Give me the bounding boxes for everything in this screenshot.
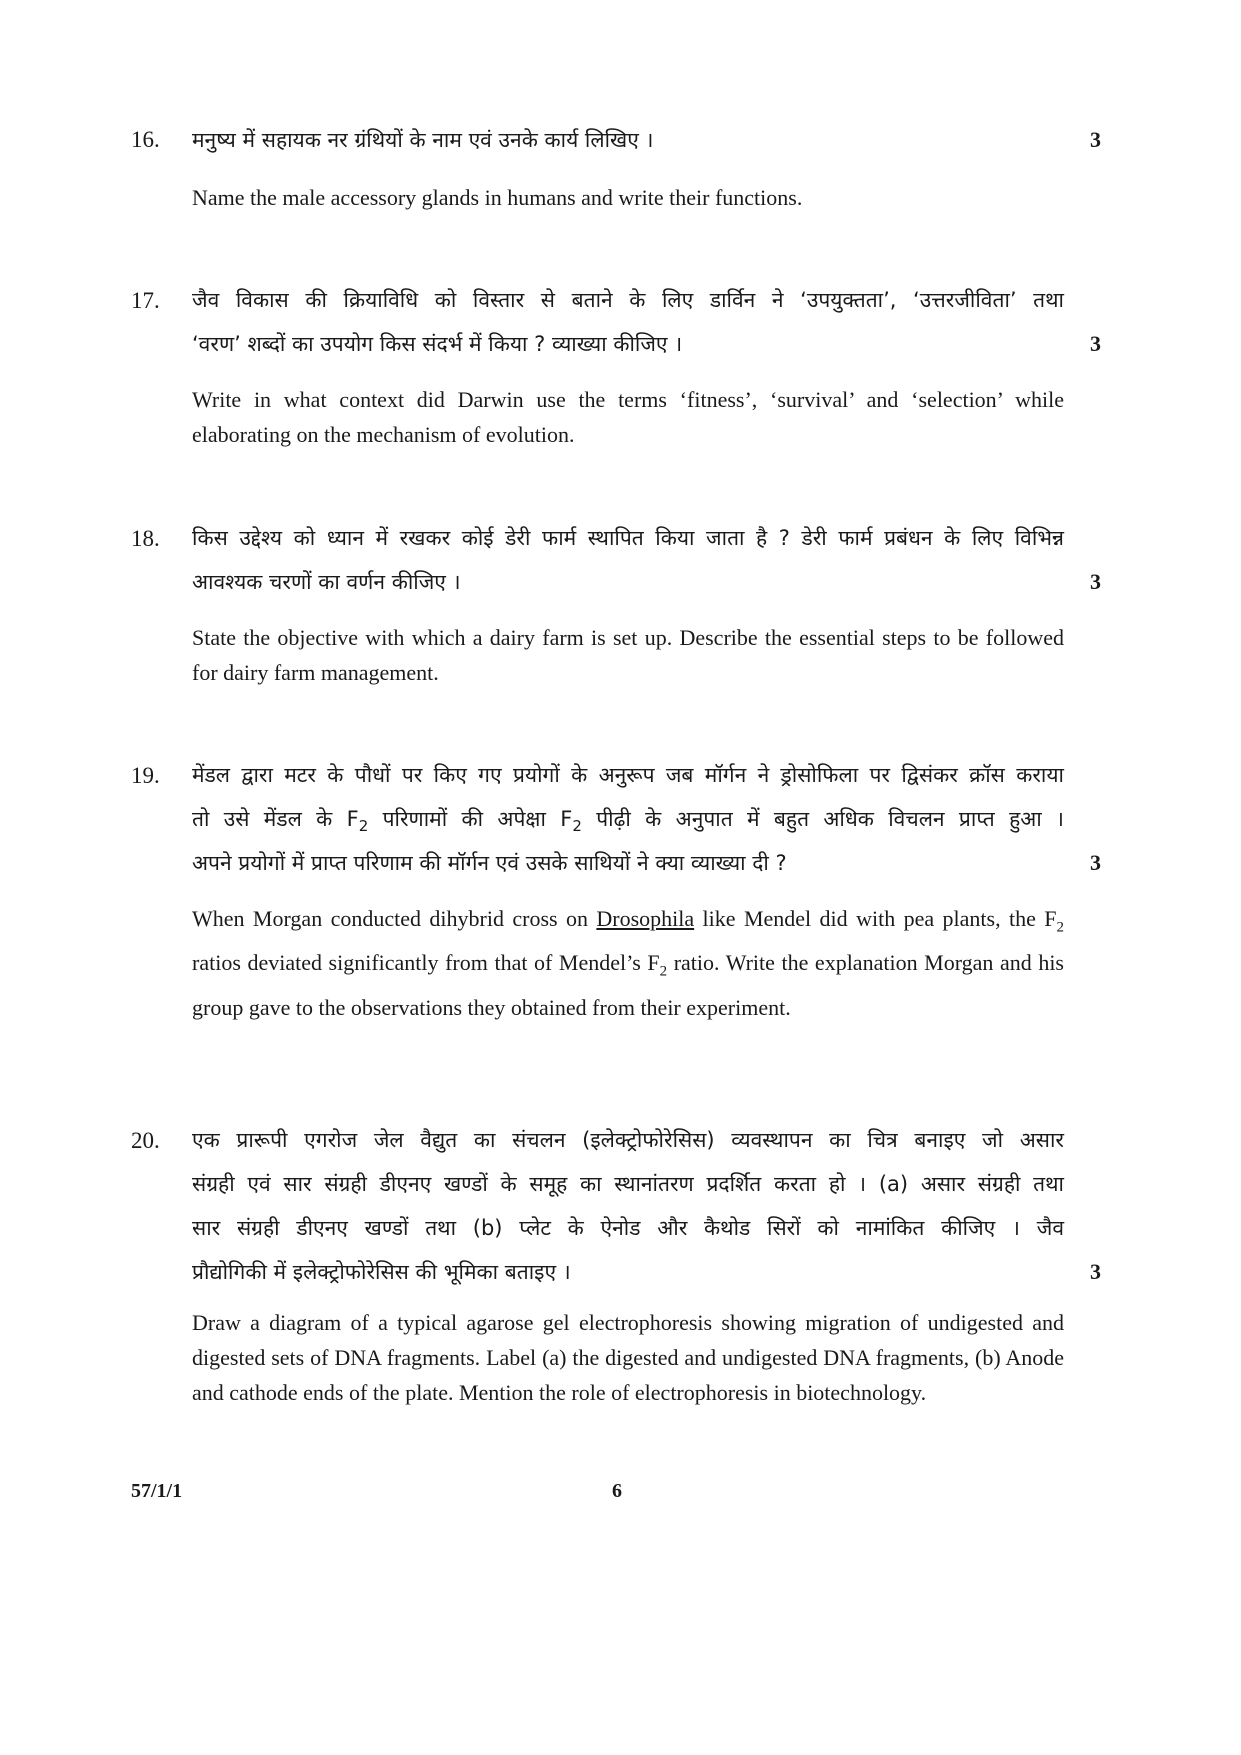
- question-hindi-line: अपने प्रयोगों में प्राप्त परिणाम की मॉर्गन एवं उसके साथियों ने क्या व्याख्या दी ?: [192, 851, 787, 875]
- question-number: 19.: [131, 763, 160, 788]
- question-english: Name the male accessory glands in humans and write their functions.: [192, 185, 803, 210]
- question-english: When Morgan conducted dihybrid cross on Drosophila like Mendel did with pea plants, the $F_2$ ratios deviated significantly from that of Mendel’s $F_2$ ratio. Write the explanation Morgan and his group gave to the observations they obtained from their experiment.: [192, 906, 1064, 1020]
- question-hindi-line: संग्रही एवं सार संग्रही डीएनए खण्डों के समूह का स्थानांतरण प्रदर्शित करता हो । (a) असार संग्रही तथा: [192, 1172, 1064, 1196]
- question-number: 16.: [131, 127, 160, 152]
- question-number: 17.: [131, 288, 160, 313]
- italic-term: Drosophila: [596, 906, 695, 931]
- question-hindi-line: आवश्यक चरणों का वर्णन कीजिए ।: [192, 570, 461, 594]
- question-english: State the objective with which a dairy farm is set up. Describe the essential steps to be followed for dairy farm management.: [192, 625, 1064, 685]
- question-english: Draw a diagram of a typical agarose gel electrophoresis showing migration of undigested and digested sets of DNA fragments. Label (a) the digested and undigested DNA fragments, (b) Anode and cathode ends of the plate. Mention the role of electrophoresis in biotechnology.: [192, 1310, 1064, 1405]
- question-hindi-line: जैव विकास की क्रियाविधि को विस्तार से बताने के लिए डार्विन ने ‘उपयुक्तता’, ‘उत्तरजीविता’ तथा: [192, 288, 1064, 312]
- question-hindi-line: किस उद्देश्य को ध्यान में रखकर कोई डेरी फार्म स्थापित किया जाता है ? डेरी फार्म प्रबंधन के लिए विभिन्न: [192, 526, 1064, 550]
- question-hindi-line-with-subscript: तो उसे मेंडल के $F_2$ परिणामों की अपेक्षा $F_2$ पीढ़ी के अनुपात में बहुत अधिक विचलन प्राप्त हुआ ।: [192, 807, 1065, 836]
- question-marks: 3: [1090, 850, 1101, 875]
- question-hindi-line: प्रौद्योगिकी में इलेक्ट्रोफोरेसिस की भूमिका बताइए ।: [192, 1260, 571, 1284]
- question-english: Write in what context did Darwin use the terms ‘fitness’, ‘survival’ and ‘selection’ while elaborating on the mechanism of evolution.: [192, 387, 1064, 447]
- question-hindi-line: सार संग्रही डीएनए खण्डों तथा (b) प्लेट के ऐनोड और कैथोड सिरों को नामांकित कीजिए । जैव: [192, 1216, 1064, 1240]
- question-hindi-line: मेंडल द्वारा मटर के पौधों पर किए गए प्रयोगों के अनुरूप जब मॉर्गन ने ड्रोसोफिला पर द्विसंकर क्रॉस कराया: [192, 763, 1064, 787]
- question-hindi-line: एक प्रारूपी एगरोज जेल वैद्युत का संचलन (इलेक्ट्रोफोरेसिस) व्यवस्थापन का चित्र बनाइए जो असार: [192, 1128, 1064, 1152]
- question-number: 18.: [131, 526, 160, 551]
- paper-code: 57/1/1: [131, 1480, 183, 1502]
- question-marks: 3: [1090, 331, 1101, 356]
- page-number: 6: [612, 1480, 622, 1502]
- question-hindi-line: ‘वरण’ शब्दों का उपयोग किस संदर्भ में किया ? व्याख्या कीजिए ।: [192, 332, 683, 356]
- question-marks: 3: [1090, 127, 1101, 152]
- question-number: 20.: [131, 1128, 160, 1153]
- question-hindi-line: मनुष्य में सहायक नर ग्रंथियों के नाम एवं उनके कार्य लिखिए ।: [192, 128, 654, 152]
- question-marks: 3: [1090, 569, 1101, 594]
- question-marks: 3: [1090, 1259, 1101, 1284]
